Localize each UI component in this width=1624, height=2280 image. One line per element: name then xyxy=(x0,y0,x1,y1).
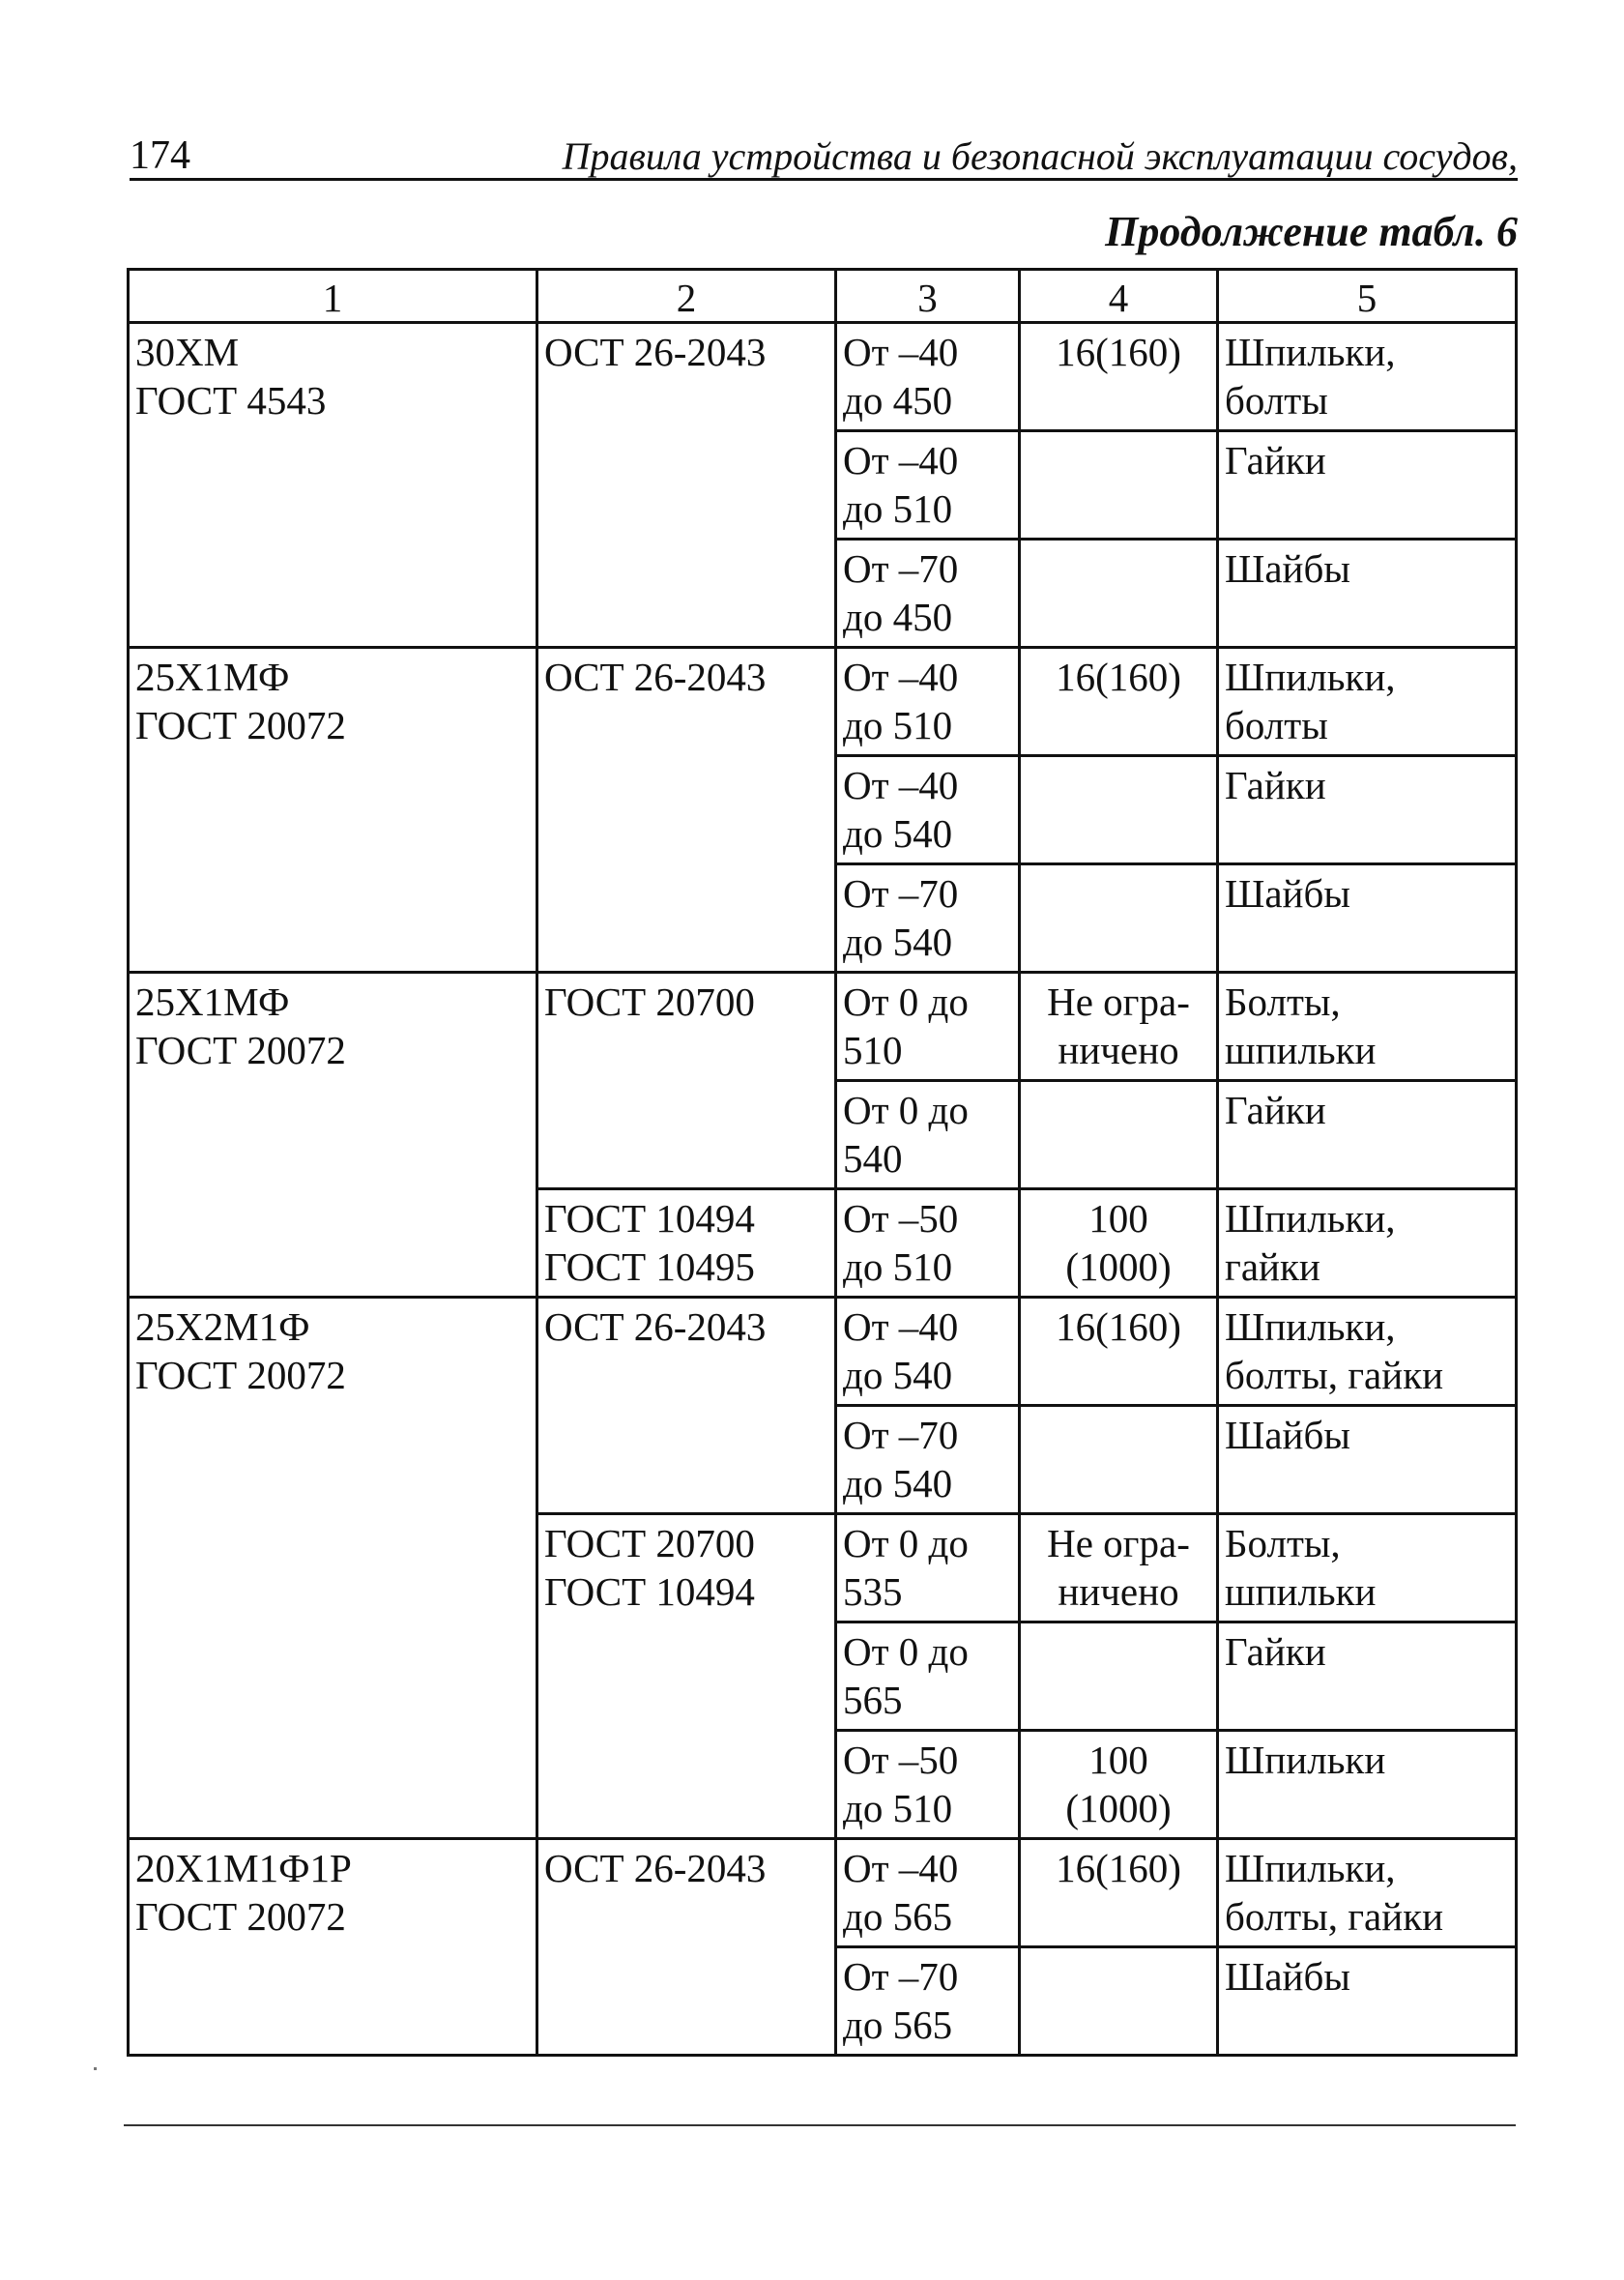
table-cell-c5: Шпильки, болты, гайки xyxy=(1218,1839,1517,1947)
table-cell-c4 xyxy=(1020,1622,1218,1731)
table-cell-c3: От –70 до 540 xyxy=(836,864,1020,973)
page-number: 174 xyxy=(130,133,190,178)
table-cell-c2: ОСТ 26-2043 xyxy=(537,323,836,648)
table-cell-c5: Шайбы xyxy=(1218,1406,1517,1514)
table-cell-c5: Болты, шпильки xyxy=(1218,1514,1517,1622)
table-cell-c4 xyxy=(1020,431,1218,540)
table-cell-c4 xyxy=(1020,756,1218,864)
table-row xyxy=(129,648,1517,756)
table-cell-c4: 100 (1000) xyxy=(1020,1189,1218,1298)
materials-table xyxy=(127,268,1518,2057)
running-title: Правила устройства и безопасной эксплуатации сосудов, xyxy=(562,134,1518,178)
table-cell-c3: От –40 до 540 xyxy=(836,756,1020,864)
table-cell-c4: Не огра- ничено xyxy=(1020,973,1218,1081)
table-cell-c1: 25Х1МФ ГОСТ 20072 xyxy=(129,648,537,973)
table-cell-c3: От 0 до 535 xyxy=(836,1514,1020,1622)
scan-speck xyxy=(94,2067,97,2070)
table-cell-c5: Шайбы xyxy=(1218,540,1517,648)
table-cell-c3: От 0 до 565 xyxy=(836,1622,1020,1731)
table-cell-c4: 16(160) xyxy=(1020,1298,1218,1406)
table-cell-c3: От –70 до 565 xyxy=(836,1947,1020,2056)
table-cell-c1: 20Х1М1Ф1Р ГОСТ 20072 xyxy=(129,1839,537,2056)
page-header xyxy=(130,122,1518,181)
table-row xyxy=(129,973,1517,1081)
table-cell-c4: Не огра- ничено xyxy=(1020,1514,1218,1622)
table-cell-c2: ОСТ 26-2043 xyxy=(537,1298,836,1514)
table-cell-c5: Шайбы xyxy=(1218,1947,1517,2056)
table-cell-c2: ГОСТ 10494 ГОСТ 10495 xyxy=(537,1189,836,1298)
table-cell-c4: 16(160) xyxy=(1020,648,1218,756)
table-cell-c3: От –50 до 510 xyxy=(836,1731,1020,1839)
table-cell-c2: ГОСТ 20700 ГОСТ 10494 xyxy=(537,1514,836,1839)
table-cell-c5: Болты, шпильки xyxy=(1218,973,1517,1081)
table-cell-c4 xyxy=(1020,1947,1218,2056)
table-cell-c4: 100 (1000) xyxy=(1020,1731,1218,1839)
table-cell-c1: 25Х2М1Ф ГОСТ 20072 xyxy=(129,1298,537,1839)
table-cell-c5: Шпильки, болты xyxy=(1218,323,1517,431)
bottom-rule xyxy=(124,2124,1516,2126)
table-cell-c5: Шайбы xyxy=(1218,864,1517,973)
table-cell-c2: ГОСТ 20700 xyxy=(537,973,836,1189)
table-cell-c4 xyxy=(1020,1406,1218,1514)
table-cell-c3: От –40 до 450 xyxy=(836,323,1020,431)
table-cell-c5: Гайки xyxy=(1218,1622,1517,1731)
table-cell-c5: Шпильки xyxy=(1218,1731,1517,1839)
table-cell-c5: Гайки xyxy=(1218,756,1517,864)
table-row xyxy=(129,1839,1517,1947)
table-row xyxy=(129,1298,1517,1406)
table-cell-c2: ОСТ 26-2043 xyxy=(537,648,836,973)
table-cell-c5: Гайки xyxy=(1218,1081,1517,1189)
column-header: 4 xyxy=(1020,270,1218,323)
column-header: 5 xyxy=(1218,270,1517,323)
table-cell-c5: Шпильки, болты xyxy=(1218,648,1517,756)
column-header: 2 xyxy=(537,270,836,323)
table-caption: Продолжение табл. 6 xyxy=(1105,208,1518,255)
column-header: 3 xyxy=(836,270,1020,323)
table-cell-c3: От –70 до 540 xyxy=(836,1406,1020,1514)
table-cell-c3: От –40 до 510 xyxy=(836,431,1020,540)
table-cell-c4 xyxy=(1020,1081,1218,1189)
table-cell-c4 xyxy=(1020,864,1218,973)
table-cell-c3: От 0 до 510 xyxy=(836,973,1020,1081)
table-cell-c4 xyxy=(1020,540,1218,648)
table-cell-c3: От –40 до 510 xyxy=(836,648,1020,756)
table-cell-c4: 16(160) xyxy=(1020,1839,1218,1947)
table-cell-c3: От –40 до 540 xyxy=(836,1298,1020,1406)
table-cell-c3: От –70 до 450 xyxy=(836,540,1020,648)
table-cell-c5: Шпильки, гайки xyxy=(1218,1189,1517,1298)
table-cell-c2: ОСТ 26-2043 xyxy=(537,1839,836,2056)
table-cell-c5: Гайки xyxy=(1218,431,1517,540)
table-cell-c3: От 0 до 540 xyxy=(836,1081,1020,1189)
table-cell-c1: 30ХМ ГОСТ 4543 xyxy=(129,323,537,648)
table-cell-c5: Шпильки, болты, гайки xyxy=(1218,1298,1517,1406)
table-cell-c3: От –50 до 510 xyxy=(836,1189,1020,1298)
table-cell-c4: 16(160) xyxy=(1020,323,1218,431)
table-body xyxy=(129,323,1517,2056)
table-cell-c3: От –40 до 565 xyxy=(836,1839,1020,1947)
table-row xyxy=(129,323,1517,431)
table-header-row xyxy=(129,270,1517,323)
table-cell-c1: 25Х1МФ ГОСТ 20072 xyxy=(129,973,537,1298)
column-header: 1 xyxy=(129,270,537,323)
